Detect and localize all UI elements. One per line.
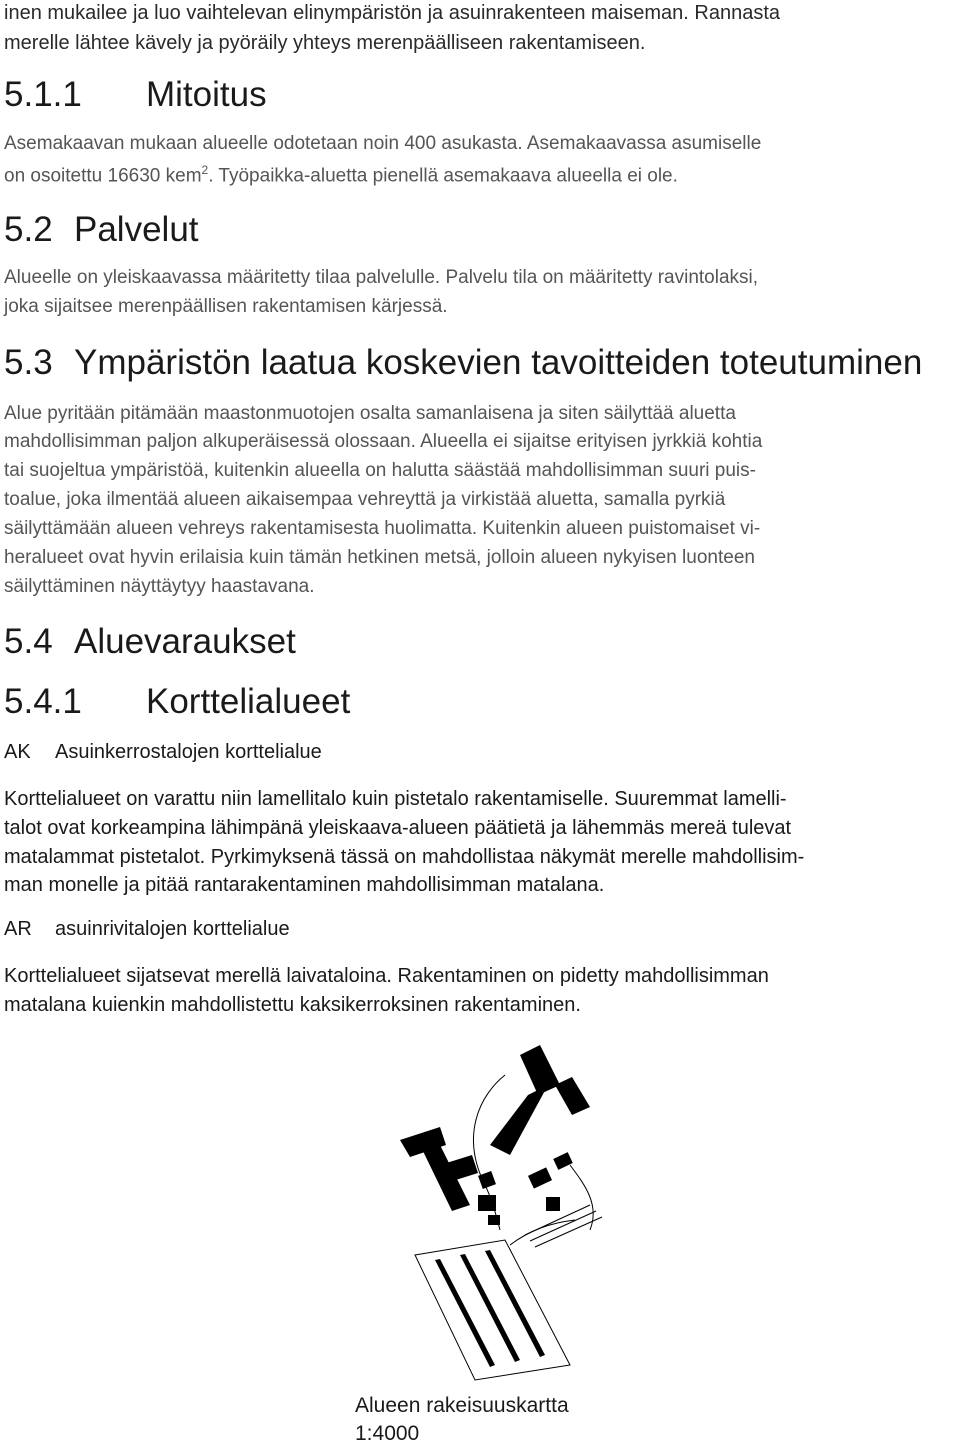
section-5-4-title: Aluevaraukset: [74, 622, 296, 661]
ar-line-1: Korttelialueet sijatsevat merellä laivataloina. Rakentaminen on pidetty mahdollisimman: [4, 965, 769, 987]
ship-house-1: [435, 1259, 495, 1367]
section-5-4-1-title: Korttelialueet: [146, 682, 351, 721]
section-5-3-title: Ympäristön laatua koskevien tavoitteiden toteutuminen: [74, 343, 923, 382]
figure-caption: Alueen rakeisuuskartta: [355, 1394, 569, 1417]
intro-line-1: inen mukailee ja luo vaihtelevan elinympäristön ja asuinrakenteen maiseman. Rannasta: [4, 2, 781, 24]
building-point-4: [553, 1152, 573, 1170]
superscript-2: 2: [201, 163, 209, 177]
section-5-1-1-line-2: [4, 163, 678, 187]
section-5-3-line-6: heralueet ovat hyvin erilaisia kuin tämän hetkinen metsä, jolloin alueen nykyisen luonteen: [4, 547, 755, 568]
section-5-1-1-title: Mitoitus: [146, 75, 267, 114]
ar-code: AR: [4, 918, 32, 940]
pier-line-3: [535, 1217, 602, 1247]
building-ak-2: [490, 1085, 548, 1155]
building-point-2: [478, 1195, 496, 1211]
section-5-3-line-2: mahdollisimman paljon alkuperäisessä olossaan. Alueella ei sijaitse erityisen jyrkkiä kohtia: [4, 431, 763, 452]
pier-line-2: [530, 1211, 596, 1241]
buildings: [400, 1045, 590, 1225]
shore-line: [510, 1220, 575, 1245]
ship-houses: [435, 1250, 545, 1367]
section-5-2-line-1: Alueelle on yleiskaavassa määritetty tilaa palvelulle. Palvelu tila on määritetty ravintolaksi,: [4, 267, 759, 288]
section-5-3-line-3: tai suojeltua ympäristöä, kuitenkin alueella on halutta säästää mahdollisimman suuri puis-: [4, 460, 756, 481]
section-5-2-line-2: joka sijaitsee merenpäällisen rakentamisen kärjessä.: [4, 296, 448, 317]
ak-line-1: Korttelialueet on varattu niin lamellitalo kuin pistetalo rakentamiselle. Suuremmat lamelli-: [4, 788, 787, 810]
ak-line-2: talot ovat korkeampina lähimpänä yleiskaava-alueen päätietä ja lähemmäs mereä tulevat: [4, 817, 792, 839]
section-5-4-number: 5.4: [4, 622, 53, 661]
ar-line-2: matalana kuienkin mahdollistettu kaksikerroksinen rakentaminen.: [4, 994, 581, 1016]
section-5-1-1-line-1: Asemakaavan mukaan alueelle odotetaan noin 400 asukasta. Asemakaavassa asumiselle: [4, 133, 762, 154]
section-5-2-title: Palvelut: [74, 210, 199, 249]
ak-line-3: matalammat pistetalot. Pyrkimyksenä tässä on mahdollistaa näkymät merelle mahdollisim-: [4, 846, 805, 868]
section-5-1-1-number: 5.1.1: [4, 75, 82, 114]
block-structure-map: [360, 1045, 620, 1405]
ak-code: AK: [4, 741, 31, 763]
section-5-3-number: 5.3: [4, 343, 53, 382]
building-point-3: [528, 1167, 552, 1188]
section-5-4-1-number: 5.4.1: [4, 682, 82, 721]
building-ak-3: [555, 1077, 590, 1115]
figure-scale: 1:4000: [355, 1422, 420, 1445]
section-5-2-number: 5.2: [4, 210, 53, 249]
building-point-1: [478, 1171, 496, 1189]
section-5-3-line-4: toalue, joka ilmentää alueen aikaisempaa vehreyttä ja virkistää aluetta, samalla pyrkiä: [4, 489, 726, 510]
ship-house-2: [460, 1254, 520, 1362]
building-point-6: [546, 1197, 560, 1211]
section-5-1-1-line-2-a: on osoitettu 16630 kem: [4, 165, 202, 187]
ar-label: asuinrivitalojen korttelialue: [55, 918, 290, 940]
section-5-3-line-5: säilyttämään alueen vehreys rakentamisesta huolimatta. Kuitenkin alueen puistomaiset vi-: [4, 518, 761, 539]
section-5-3-line-1: Alue pyritään pitämään maastonmuotojen osalta samanlaisena ja siten säilyttää aluetta: [4, 403, 736, 424]
section-5-1-1-line-2-b: . Työpaikka-aluetta pienellä asemakaava alueella ei ole.: [208, 165, 678, 187]
ak-line-4: man monelle ja pitää rantarakentaminen mahdollisimman matalana.: [4, 874, 605, 896]
intro-line-2: merelle lähtee kävely ja pyöräily yhteys merenpäälliseen rakentamiseen.: [4, 32, 646, 54]
ship-house-3: [485, 1250, 545, 1357]
building-ak-1: [520, 1045, 560, 1095]
ak-label: Asuinkerrostalojen korttelialue: [55, 741, 322, 763]
section-5-3-line-7: säilyttäminen näyttäytyy haastavana.: [4, 576, 315, 597]
